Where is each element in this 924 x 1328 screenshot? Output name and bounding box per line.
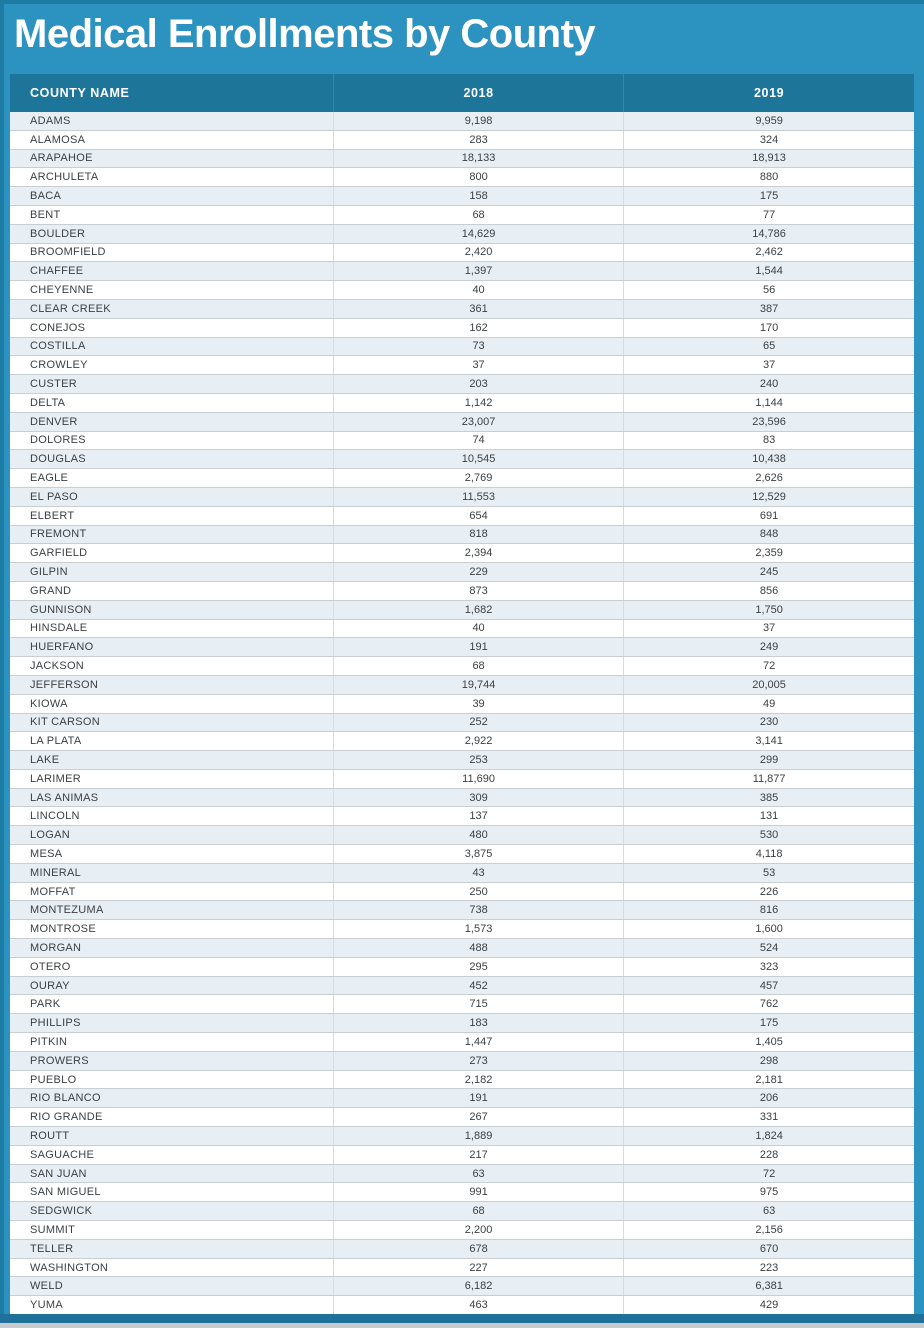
value-2018-cell: 23,007 [333, 412, 623, 431]
table-row [10, 393, 914, 412]
value-2019-cell: 2,181 [624, 1070, 914, 1089]
county-cell: MORGAN [10, 939, 333, 958]
value-2018-cell: 2,922 [333, 732, 623, 751]
value-2018-cell: 191 [333, 638, 623, 657]
table-row [10, 1014, 914, 1033]
value-2018-cell: 267 [333, 1108, 623, 1127]
value-2019-cell: 10,438 [624, 450, 914, 469]
table-row [10, 788, 914, 807]
column-header-2018: 2018 [333, 74, 623, 112]
value-2018-cell: 1,142 [333, 393, 623, 412]
table-row [10, 281, 914, 300]
value-2019-cell: 49 [624, 694, 914, 713]
county-cell: BENT [10, 205, 333, 224]
value-2019-cell: 324 [624, 130, 914, 149]
county-cell: PITKIN [10, 1033, 333, 1052]
county-cell: EAGLE [10, 469, 333, 488]
county-cell: GRAND [10, 581, 333, 600]
county-cell: KIOWA [10, 694, 333, 713]
table-row [10, 1108, 914, 1127]
value-2018-cell: 39 [333, 694, 623, 713]
county-cell: HUERFANO [10, 638, 333, 657]
value-2018-cell: 191 [333, 1089, 623, 1108]
value-2018-cell: 715 [333, 995, 623, 1014]
value-2018-cell: 2,394 [333, 544, 623, 563]
county-cell: ARAPAHOE [10, 149, 333, 168]
value-2018-cell: 63 [333, 1164, 623, 1183]
county-cell: SAN JUAN [10, 1164, 333, 1183]
value-2018-cell: 10,545 [333, 450, 623, 469]
table-row [10, 130, 914, 149]
value-2018-cell: 227 [333, 1258, 623, 1277]
value-2019-cell: 131 [624, 807, 914, 826]
county-cell: LINCOLN [10, 807, 333, 826]
value-2019-cell: 240 [624, 375, 914, 394]
table-row [10, 863, 914, 882]
county-cell: LA PLATA [10, 732, 333, 751]
county-cell: SAN MIGUEL [10, 1183, 333, 1202]
county-cell: MONTROSE [10, 920, 333, 939]
bottom-edge-strip [0, 1323, 924, 1328]
table-row [10, 506, 914, 525]
county-cell: DELTA [10, 393, 333, 412]
value-2019-cell: 12,529 [624, 487, 914, 506]
county-cell: PUEBLO [10, 1070, 333, 1089]
value-2019-cell: 65 [624, 337, 914, 356]
county-cell: HINSDALE [10, 619, 333, 638]
enrollments-table [10, 74, 914, 1315]
value-2018-cell: 738 [333, 901, 623, 920]
value-2018-cell: 800 [333, 168, 623, 187]
value-2019-cell: 457 [624, 976, 914, 995]
value-2018-cell: 273 [333, 1051, 623, 1070]
county-cell: ARCHULETA [10, 168, 333, 187]
value-2018-cell: 873 [333, 581, 623, 600]
table-row [10, 487, 914, 506]
table-header-row [10, 74, 914, 112]
county-cell: LOGAN [10, 826, 333, 845]
value-2019-cell: 299 [624, 751, 914, 770]
value-2019-cell: 175 [624, 1014, 914, 1033]
bottom-border-strip [0, 1314, 924, 1323]
county-cell: MINERAL [10, 863, 333, 882]
value-2018-cell: 250 [333, 882, 623, 901]
table-body [10, 112, 914, 1315]
value-2018-cell: 37 [333, 356, 623, 375]
value-2018-cell: 361 [333, 299, 623, 318]
value-2019-cell: 298 [624, 1051, 914, 1070]
value-2019-cell: 1,544 [624, 262, 914, 281]
value-2019-cell: 18,913 [624, 149, 914, 168]
county-cell: MESA [10, 845, 333, 864]
table-row [10, 694, 914, 713]
value-2019-cell: 4,118 [624, 845, 914, 864]
value-2019-cell: 670 [624, 1239, 914, 1258]
value-2019-cell: 37 [624, 619, 914, 638]
table-row [10, 1296, 914, 1315]
page-title: Medical Enrollments by County [14, 12, 596, 56]
value-2019-cell: 249 [624, 638, 914, 657]
value-2019-cell: 245 [624, 563, 914, 582]
enrollments-table-container [10, 74, 914, 1315]
table-row [10, 1127, 914, 1146]
table-row [10, 1239, 914, 1258]
table-row [10, 957, 914, 976]
table-row [10, 1145, 914, 1164]
value-2019-cell: 23,596 [624, 412, 914, 431]
value-2019-cell: 429 [624, 1296, 914, 1315]
county-cell: JEFFERSON [10, 675, 333, 694]
value-2019-cell: 323 [624, 957, 914, 976]
table-row [10, 1164, 914, 1183]
county-cell: MONTEZUMA [10, 901, 333, 920]
value-2019-cell: 175 [624, 187, 914, 206]
table-row [10, 581, 914, 600]
value-2018-cell: 68 [333, 1202, 623, 1221]
value-2018-cell: 253 [333, 751, 623, 770]
value-2018-cell: 137 [333, 807, 623, 826]
value-2018-cell: 68 [333, 205, 623, 224]
county-cell: WELD [10, 1277, 333, 1296]
table-row [10, 901, 914, 920]
table-row [10, 375, 914, 394]
table-row [10, 1033, 914, 1052]
value-2018-cell: 2,200 [333, 1221, 623, 1240]
value-2018-cell: 2,420 [333, 243, 623, 262]
county-cell: PARK [10, 995, 333, 1014]
county-cell: BROOMFIELD [10, 243, 333, 262]
table-row [10, 638, 914, 657]
value-2019-cell: 1,824 [624, 1127, 914, 1146]
table-header [10, 74, 914, 112]
value-2018-cell: 488 [333, 939, 623, 958]
county-cell: CROWLEY [10, 356, 333, 375]
table-row [10, 976, 914, 995]
table-row [10, 1221, 914, 1240]
table-row [10, 751, 914, 770]
value-2018-cell: 1,682 [333, 600, 623, 619]
value-2019-cell: 848 [624, 525, 914, 544]
county-cell: MOFFAT [10, 882, 333, 901]
value-2019-cell: 77 [624, 205, 914, 224]
value-2018-cell: 818 [333, 525, 623, 544]
table-row [10, 224, 914, 243]
value-2019-cell: 762 [624, 995, 914, 1014]
value-2018-cell: 11,690 [333, 769, 623, 788]
value-2018-cell: 309 [333, 788, 623, 807]
table-row [10, 920, 914, 939]
county-cell: CONEJOS [10, 318, 333, 337]
county-cell: CHEYENNE [10, 281, 333, 300]
county-cell: WASHINGTON [10, 1258, 333, 1277]
value-2019-cell: 170 [624, 318, 914, 337]
value-2018-cell: 74 [333, 431, 623, 450]
value-2019-cell: 2,359 [624, 544, 914, 563]
table-row [10, 149, 914, 168]
table-row [10, 356, 914, 375]
value-2019-cell: 230 [624, 713, 914, 732]
value-2018-cell: 40 [333, 281, 623, 300]
table-row [10, 299, 914, 318]
county-cell: DOUGLAS [10, 450, 333, 469]
table-row [10, 544, 914, 563]
value-2018-cell: 183 [333, 1014, 623, 1033]
value-2019-cell: 11,877 [624, 769, 914, 788]
value-2019-cell: 1,600 [624, 920, 914, 939]
table-row [10, 337, 914, 356]
value-2018-cell: 9,198 [333, 112, 623, 130]
county-cell: CLEAR CREEK [10, 299, 333, 318]
left-border-strip [0, 0, 4, 1328]
table-row [10, 1089, 914, 1108]
value-2018-cell: 217 [333, 1145, 623, 1164]
county-cell: SEDGWICK [10, 1202, 333, 1221]
value-2018-cell: 654 [333, 506, 623, 525]
table-row [10, 995, 914, 1014]
table-row [10, 882, 914, 901]
value-2019-cell: 226 [624, 882, 914, 901]
county-cell: KIT CARSON [10, 713, 333, 732]
table-row [10, 187, 914, 206]
value-2019-cell: 880 [624, 168, 914, 187]
table-row [10, 1258, 914, 1277]
county-cell: COSTILLA [10, 337, 333, 356]
value-2019-cell: 63 [624, 1202, 914, 1221]
value-2018-cell: 480 [333, 826, 623, 845]
county-cell: RIO GRANDE [10, 1108, 333, 1127]
table-row [10, 1070, 914, 1089]
value-2018-cell: 6,182 [333, 1277, 623, 1296]
value-2018-cell: 452 [333, 976, 623, 995]
table-row [10, 845, 914, 864]
value-2019-cell: 816 [624, 901, 914, 920]
value-2019-cell: 1,405 [624, 1033, 914, 1052]
value-2019-cell: 20,005 [624, 675, 914, 694]
top-border-strip [0, 0, 924, 4]
value-2018-cell: 43 [333, 863, 623, 882]
value-2018-cell: 1,447 [333, 1033, 623, 1052]
value-2019-cell: 387 [624, 299, 914, 318]
county-cell: SUMMIT [10, 1221, 333, 1240]
table-row [10, 619, 914, 638]
table-row [10, 450, 914, 469]
county-cell: CHAFFEE [10, 262, 333, 281]
value-2018-cell: 18,133 [333, 149, 623, 168]
value-2019-cell: 37 [624, 356, 914, 375]
county-cell: BOULDER [10, 224, 333, 243]
table-row [10, 205, 914, 224]
county-cell: LAS ANIMAS [10, 788, 333, 807]
value-2019-cell: 14,786 [624, 224, 914, 243]
table-row [10, 431, 914, 450]
county-cell: RIO BLANCO [10, 1089, 333, 1108]
value-2019-cell: 2,156 [624, 1221, 914, 1240]
table-row [10, 769, 914, 788]
table-row [10, 1202, 914, 1221]
table-row [10, 732, 914, 751]
table-row [10, 563, 914, 582]
value-2019-cell: 975 [624, 1183, 914, 1202]
table-row [10, 1277, 914, 1296]
value-2018-cell: 1,889 [333, 1127, 623, 1146]
value-2019-cell: 385 [624, 788, 914, 807]
value-2019-cell: 6,381 [624, 1277, 914, 1296]
county-cell: LARIMER [10, 769, 333, 788]
value-2018-cell: 1,573 [333, 920, 623, 939]
county-cell: GILPIN [10, 563, 333, 582]
county-cell: LAKE [10, 751, 333, 770]
value-2018-cell: 295 [333, 957, 623, 976]
table-row [10, 1051, 914, 1070]
value-2018-cell: 2,769 [333, 469, 623, 488]
table-row [10, 112, 914, 130]
table-row [10, 1183, 914, 1202]
county-cell: JACKSON [10, 657, 333, 676]
value-2018-cell: 3,875 [333, 845, 623, 864]
county-cell: BACA [10, 187, 333, 206]
value-2019-cell: 331 [624, 1108, 914, 1127]
county-cell: ADAMS [10, 112, 333, 130]
value-2018-cell: 14,629 [333, 224, 623, 243]
value-2018-cell: 158 [333, 187, 623, 206]
table-row [10, 243, 914, 262]
table-row [10, 469, 914, 488]
county-cell: DOLORES [10, 431, 333, 450]
value-2018-cell: 19,744 [333, 675, 623, 694]
county-cell: FREMONT [10, 525, 333, 544]
table-row [10, 318, 914, 337]
value-2019-cell: 1,144 [624, 393, 914, 412]
table-row [10, 939, 914, 958]
value-2019-cell: 72 [624, 657, 914, 676]
table-row [10, 713, 914, 732]
table-row [10, 600, 914, 619]
value-2018-cell: 463 [333, 1296, 623, 1315]
value-2019-cell: 3,141 [624, 732, 914, 751]
table-row [10, 525, 914, 544]
table-row [10, 262, 914, 281]
table-row [10, 807, 914, 826]
value-2018-cell: 11,553 [333, 487, 623, 506]
value-2018-cell: 162 [333, 318, 623, 337]
table-row [10, 826, 914, 845]
value-2019-cell: 83 [624, 431, 914, 450]
value-2019-cell: 228 [624, 1145, 914, 1164]
value-2018-cell: 1,397 [333, 262, 623, 281]
county-cell: ROUTT [10, 1127, 333, 1146]
county-cell: GARFIELD [10, 544, 333, 563]
value-2019-cell: 2,626 [624, 469, 914, 488]
value-2018-cell: 678 [333, 1239, 623, 1258]
value-2019-cell: 206 [624, 1089, 914, 1108]
value-2018-cell: 73 [333, 337, 623, 356]
column-header-county: COUNTY NAME [10, 74, 333, 112]
column-header-2019: 2019 [624, 74, 914, 112]
value-2019-cell: 2,462 [624, 243, 914, 262]
value-2018-cell: 991 [333, 1183, 623, 1202]
value-2019-cell: 53 [624, 863, 914, 882]
county-cell: CUSTER [10, 375, 333, 394]
value-2019-cell: 524 [624, 939, 914, 958]
value-2018-cell: 203 [333, 375, 623, 394]
value-2018-cell: 2,182 [333, 1070, 623, 1089]
value-2019-cell: 856 [624, 581, 914, 600]
value-2018-cell: 229 [333, 563, 623, 582]
table-row [10, 657, 914, 676]
county-cell: DENVER [10, 412, 333, 431]
county-cell: GUNNISON [10, 600, 333, 619]
table-row [10, 168, 914, 187]
value-2018-cell: 283 [333, 130, 623, 149]
table-row [10, 412, 914, 431]
county-cell: YUMA [10, 1296, 333, 1315]
county-cell: OURAY [10, 976, 333, 995]
value-2019-cell: 1,750 [624, 600, 914, 619]
county-cell: ALAMOSA [10, 130, 333, 149]
county-cell: OTERO [10, 957, 333, 976]
county-cell: ELBERT [10, 506, 333, 525]
value-2018-cell: 252 [333, 713, 623, 732]
county-cell: EL PASO [10, 487, 333, 506]
value-2019-cell: 691 [624, 506, 914, 525]
value-2018-cell: 40 [333, 619, 623, 638]
county-cell: PROWERS [10, 1051, 333, 1070]
table-row [10, 675, 914, 694]
value-2019-cell: 223 [624, 1258, 914, 1277]
county-cell: PHILLIPS [10, 1014, 333, 1033]
value-2019-cell: 56 [624, 281, 914, 300]
county-cell: TELLER [10, 1239, 333, 1258]
value-2019-cell: 9,959 [624, 112, 914, 130]
value-2019-cell: 72 [624, 1164, 914, 1183]
county-cell: SAGUACHE [10, 1145, 333, 1164]
value-2018-cell: 68 [333, 657, 623, 676]
value-2019-cell: 530 [624, 826, 914, 845]
